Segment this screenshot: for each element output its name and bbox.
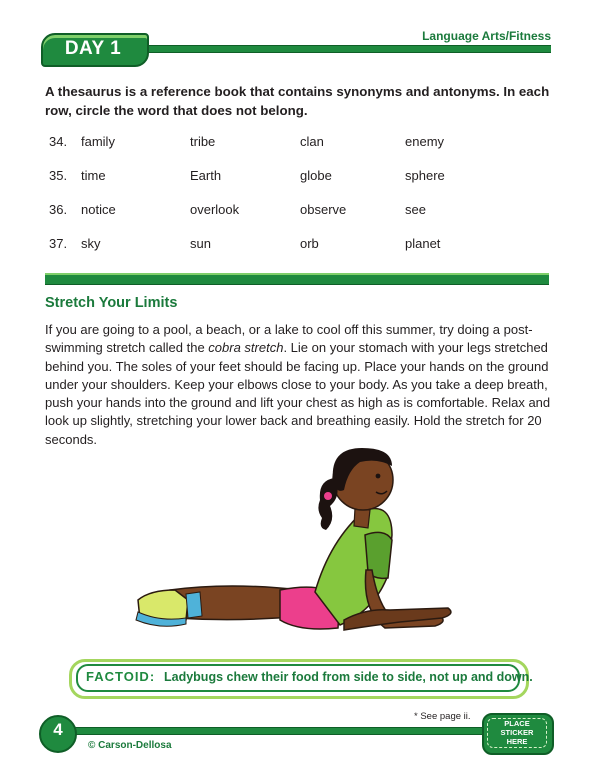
word[interactable]: orb (300, 236, 319, 251)
word[interactable]: see (405, 202, 426, 217)
word[interactable]: globe (300, 168, 332, 183)
ponytail (318, 478, 337, 530)
hair-tie (324, 492, 332, 500)
word[interactable]: sphere (405, 168, 445, 183)
word[interactable]: sky (81, 236, 101, 251)
word-row-36 (0, 202, 603, 222)
section-divider (45, 273, 549, 285)
paragraph-text: If you are going to a pool, a beach, or a lake to cool off this summer, try doing a post-swimming stretch called the (45, 322, 533, 356)
sticker-label (487, 718, 547, 746)
word[interactable]: Earth (190, 168, 222, 183)
word[interactable]: tribe (190, 134, 216, 149)
sticker-line: STICKER (500, 728, 534, 737)
instructions: A thesaurus is a reference book that contains synonyms and antonyms. In each row, circle the word that does not belong. (45, 84, 550, 118)
word-row-37 (0, 236, 603, 256)
sock (186, 592, 202, 618)
eye (376, 474, 381, 479)
factoid-label: FACTOID: (86, 669, 156, 684)
word-row-35 (0, 168, 603, 188)
copyright: © Carson-Dellosa (88, 740, 172, 751)
word-row-34 (0, 134, 603, 154)
sticker-line: HERE (506, 737, 528, 746)
word[interactable]: notice (81, 202, 116, 217)
subject-label: Language Arts/Fitness (422, 29, 551, 43)
paragraph-emphasis: cobra stretch (208, 340, 284, 356)
header-rule (140, 45, 551, 53)
row-number: 34. (49, 134, 68, 149)
word[interactable]: family (81, 134, 115, 149)
day-label: DAY 1 (64, 38, 122, 59)
word[interactable]: observe (300, 202, 347, 217)
row-number: 37. (49, 236, 68, 251)
factoid-text: Ladybugs chew their food from side to side, not up and down. (164, 670, 533, 684)
word[interactable]: sun (190, 236, 211, 251)
word[interactable]: time (81, 168, 106, 183)
word[interactable]: overlook (190, 202, 240, 217)
word[interactable]: clan (300, 134, 324, 149)
section-title: Stretch Your Limits (45, 295, 178, 311)
word[interactable]: enemy (405, 134, 445, 149)
see-page-note: * See page ii. (414, 711, 471, 722)
row-number: 36. (49, 202, 68, 217)
neck (354, 508, 370, 528)
row-number: 35. (49, 168, 68, 183)
word[interactable]: planet (405, 236, 441, 251)
footer-rule (74, 727, 486, 735)
paragraph-text: . Lie on your stomach with your legs stretched behind you. The soles of your feet should be facing up. Place your hands on the ground under your shoulders. Keep your elbows close to your body. As you take a deep breath, push your hands into the ground and lift your chest as high as is comfortable. Relax and look up slightly, stretching your lower back and breathing easily. Hold the stretch for 20 seconds. (45, 340, 551, 447)
page-number: 4 (53, 720, 63, 739)
sticker-line: PLACE (504, 719, 530, 728)
stretch-paragraph (45, 321, 557, 449)
cobra-stretch-illustration (130, 440, 470, 640)
